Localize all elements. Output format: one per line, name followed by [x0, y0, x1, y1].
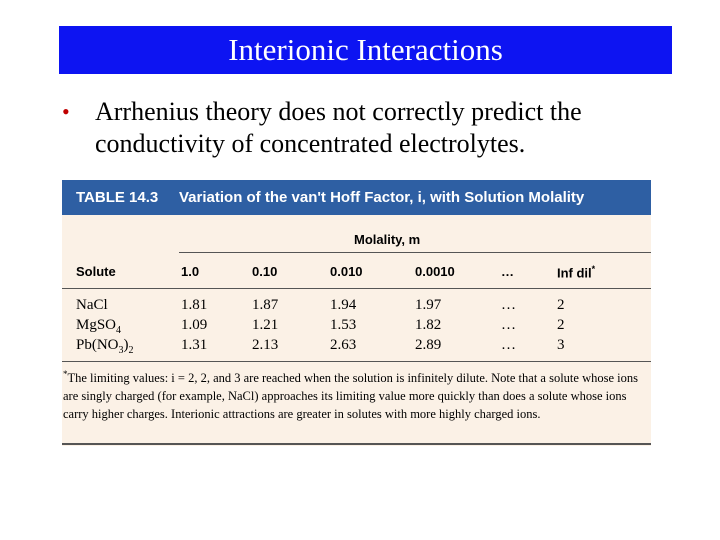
col-head-solute: Solute: [76, 264, 116, 279]
group-header-molality: Molality, m: [354, 232, 421, 247]
row3-cell: 2.13: [252, 337, 279, 353]
row3-cell: …: [501, 337, 516, 353]
row1-solute: NaCl: [76, 297, 108, 313]
table-number: TABLE 14.3: [76, 189, 159, 206]
row1-cell: 1.81: [181, 297, 208, 313]
row2-cell: 1.21: [252, 317, 279, 333]
col-head-1: 1.0: [181, 264, 200, 279]
bullet-text: Arrhenius theory does not correctly predict the conductivity of concentrated electrolytes.: [95, 97, 582, 158]
body-rule: [62, 361, 651, 362]
header-rule: [62, 288, 651, 289]
col-head-ellipsis: …: [501, 264, 514, 279]
row1-cell: 2: [557, 297, 565, 313]
row1-cell: …: [501, 297, 516, 313]
row3-cell: 2.89: [415, 337, 442, 353]
table-title: Variation of the van't Hoff Factor, i, with Solution Molality: [179, 189, 585, 206]
bullet-dot-icon: •: [62, 99, 70, 124]
table-footnote: *The limiting values: i = 2, 2, and 3 are reached when the solution is infinitely dilute. Note that a solute whose ions are singly charged (for example, NaCl) approaches its limiting value more quickly than does a solute whose ions carry higher charges. Interionic attractions are greater in solutes with more highly charged ions.: [63, 369, 638, 422]
row3-solute: $Pb(NO_3)_2$: [76, 337, 134, 356]
table-header: [62, 180, 651, 215]
row2-solute: MgSO$_4$: [76, 317, 122, 336]
col-head-0.0010: 0.0010: [415, 264, 455, 279]
row3-cell: 2.63: [330, 337, 357, 353]
row2-cell: 1.09: [181, 317, 208, 333]
slide-title-bar: [59, 26, 672, 74]
row2-cell: …: [501, 317, 516, 333]
data-table: [62, 180, 651, 446]
row1-cell: 1.94: [330, 297, 357, 313]
row1-cell: 1.87: [252, 297, 279, 313]
row2-cell: 1.53: [330, 317, 357, 333]
row2-cell: 1.82: [415, 317, 442, 333]
row2-cell: 2: [557, 317, 565, 333]
row1-cell: 1.97: [415, 297, 442, 313]
row3-cell: 3: [557, 337, 565, 353]
group-rule: [179, 252, 651, 253]
col-head-0.010: 0.010: [330, 264, 363, 279]
slide-title: Interionic Interactions: [228, 32, 503, 67]
col-head-inf-dil: Inf dil*: [557, 264, 596, 281]
row3-cell: 1.31: [181, 337, 208, 353]
bottom-rule: [62, 443, 651, 445]
col-head-0.10: 0.10: [252, 264, 278, 279]
